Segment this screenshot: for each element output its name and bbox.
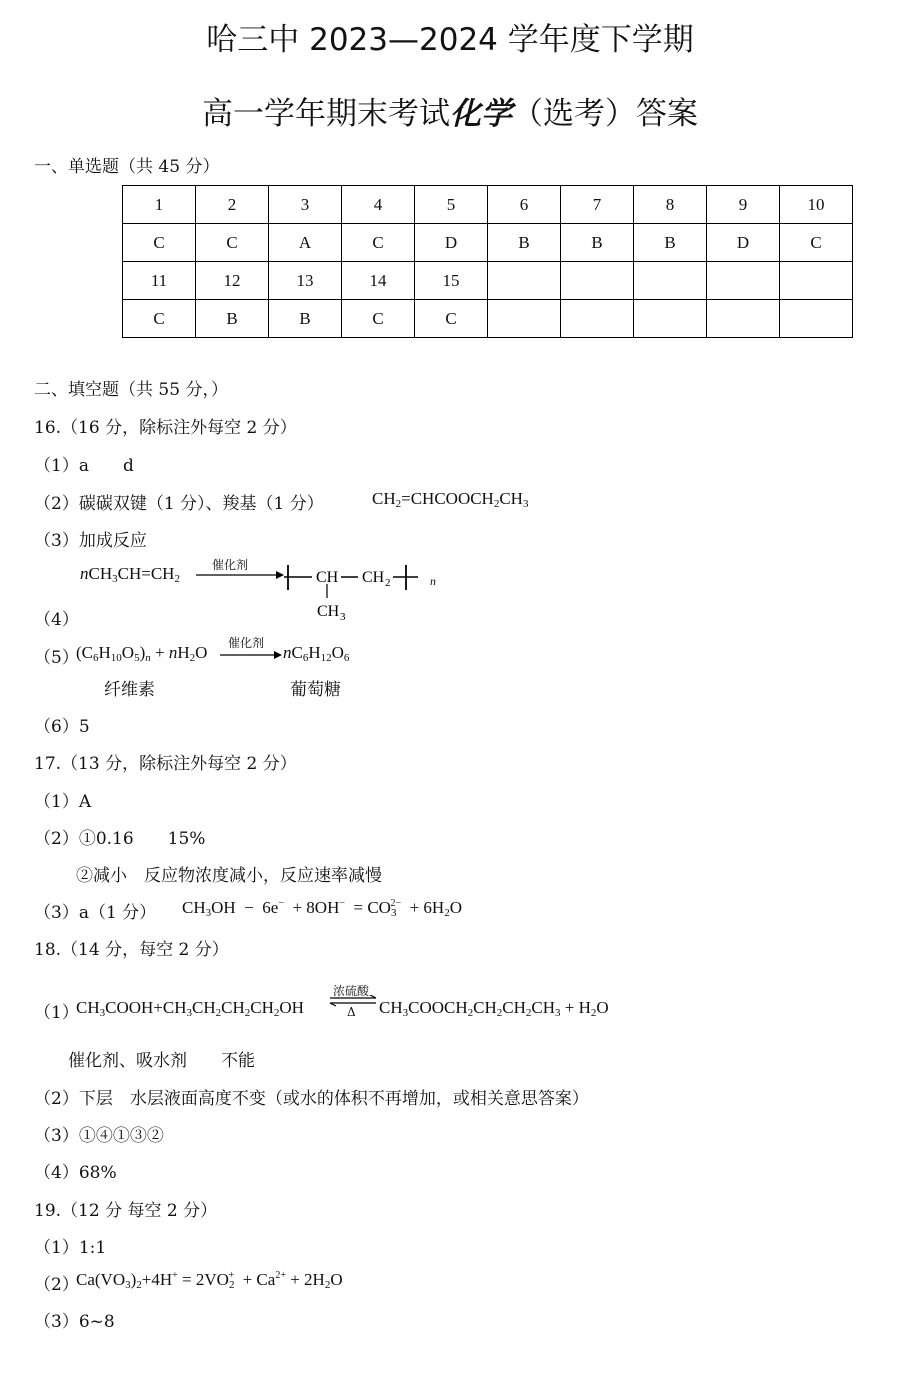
- section1-heading: 一、单选题（共 45 分）: [34, 157, 220, 177]
- acid-catalyst-label: 浓硫酸: [333, 984, 370, 998]
- subject-name: 化学: [450, 96, 512, 132]
- q17-a1: （1）A: [34, 792, 92, 812]
- table-cell: 10: [780, 186, 853, 224]
- table-cell: [707, 300, 780, 338]
- table-cell: 6: [488, 186, 561, 224]
- table-cell: C: [123, 224, 196, 262]
- svg-text:CH: CH: [316, 569, 339, 586]
- table-cell: A: [269, 224, 342, 262]
- q18-head: 18.（14 分，每空 2 分）: [34, 940, 229, 960]
- table-cell: 9: [707, 186, 780, 224]
- table-cell: B: [269, 300, 342, 338]
- table-cell: [488, 262, 561, 300]
- table-cell: 11: [123, 262, 196, 300]
- svg-text:CH: CH: [362, 569, 385, 586]
- table-cell: 1: [123, 186, 196, 224]
- table-cell: C: [342, 300, 415, 338]
- table-cell: C: [342, 224, 415, 262]
- esterification-left: $CH_3COOH+CH_3CH_2CH_2CH_2OH$: [76, 998, 304, 1019]
- q16-a1: （1）a d: [34, 456, 134, 476]
- table-cell: C: [415, 300, 488, 338]
- title-line-2: 高一学年期末考试化学（选考）答案: [202, 96, 698, 132]
- propene-formula: $nCH_3CH=CH_2$: [80, 564, 180, 585]
- table-cell: [488, 300, 561, 338]
- table-cell: B: [561, 224, 634, 262]
- polypropylene-structure: [282, 560, 422, 620]
- q19-a2-label: （2）: [34, 1275, 79, 1295]
- glucose-label: 葡萄糖: [290, 680, 341, 700]
- table-cell: 14: [342, 262, 415, 300]
- table-cell: 15: [415, 262, 488, 300]
- title-line-1: 哈三中 2023—2024 学年度下学期: [206, 22, 694, 58]
- table-cell: [634, 262, 707, 300]
- table-cell: B: [488, 224, 561, 262]
- cellulose-label: 纤维素: [104, 680, 155, 700]
- reaction-arrow-2: [220, 648, 286, 662]
- q17-head: 17.（13 分，除标注外每空 2 分）: [34, 754, 297, 774]
- catalyst-label-2: 催化剂: [228, 636, 265, 650]
- q16-a5-label: （5）: [34, 648, 79, 668]
- heat-symbol: Δ: [347, 1005, 356, 1019]
- table-cell: [780, 300, 853, 338]
- table-row: [123, 300, 853, 338]
- table-row: [123, 186, 853, 224]
- table-cell: 3: [269, 186, 342, 224]
- q19-a1: （1）1:1: [34, 1238, 107, 1258]
- table-row: [123, 224, 853, 262]
- table-cell: D: [707, 224, 780, 262]
- table-cell: [634, 300, 707, 338]
- electrode-equation: $CH_3OH - 6e^- + 8OH^- = CO_3^{2-} + 6H_2O$: [182, 898, 462, 919]
- table-cell: D: [415, 224, 488, 262]
- svg-text:3: 3: [340, 611, 346, 620]
- table-cell: 13: [269, 262, 342, 300]
- q16-a2-formula: $CH_2=CHCOOCH_2CH_3$: [372, 489, 529, 510]
- q19-head: 19.（12 分 每空 2 分）: [34, 1201, 218, 1221]
- answer-table: [122, 185, 853, 338]
- q18-a3: （3）①④①③②: [34, 1126, 164, 1146]
- table-cell: [561, 300, 634, 338]
- table-cell: B: [196, 300, 269, 338]
- q18-a1b: 催化剂、吸水剂 不能: [68, 1051, 255, 1071]
- table-cell: C: [780, 224, 853, 262]
- table-cell: [707, 262, 780, 300]
- reaction-arrow-1: [196, 568, 286, 582]
- q16-a6: （6）5: [34, 717, 90, 737]
- q17-a3-label: （3）a（1 分）: [34, 903, 157, 923]
- table-cell: 7: [561, 186, 634, 224]
- table-cell: B: [634, 224, 707, 262]
- table-cell: 4: [342, 186, 415, 224]
- q17-a2b: ②减小 反应物浓度减小，反应速率减慢: [76, 866, 382, 886]
- section2-heading: 二、填空题（共 55 分，）: [34, 380, 228, 400]
- table-cell: C: [123, 300, 196, 338]
- table-cell: [561, 262, 634, 300]
- table-cell: 8: [634, 186, 707, 224]
- q16-a2-label: （2）碳碳双键（1 分）、羧基（1 分）: [34, 494, 324, 514]
- q16-a4-label: （4）: [34, 610, 79, 630]
- cellulose-equation-left: $(C_6H_{10}O_5)_n + nH_2O$: [76, 643, 208, 664]
- table-cell: 5: [415, 186, 488, 224]
- svg-text:2: 2: [385, 577, 391, 589]
- catalyst-label-1: 催化剂: [212, 558, 249, 572]
- glucose-formula: $nC_6H_{12}O_6$: [283, 643, 350, 664]
- q16-a3: （3）加成反应: [34, 531, 147, 551]
- q19-a3: （3）6~8: [34, 1312, 115, 1332]
- q18-a2: （2）下层 水层液面高度不变（或水的体积不再增加，或相关意思答案）: [34, 1089, 589, 1109]
- table-cell: 12: [196, 262, 269, 300]
- polymer-n: n: [430, 574, 436, 588]
- table-cell: C: [196, 224, 269, 262]
- q18-a4: （4）68%: [34, 1163, 117, 1183]
- q18-a1-label: （1）: [34, 1003, 79, 1023]
- svg-text:CH: CH: [317, 603, 340, 620]
- q16-head: 16.（16 分，除标注外每空 2 分）: [34, 418, 297, 438]
- q17-a2: （2）①0.16 15%: [34, 829, 206, 849]
- table-cell: [780, 262, 853, 300]
- table-cell: 2: [196, 186, 269, 224]
- table-row: [123, 262, 853, 300]
- vanadium-equation: $Ca(VO_3)_2+4H^+ = 2VO_2^+ + Ca^{2+} + 2H_2O$: [76, 1270, 343, 1291]
- esterification-right: $CH_3COOCH_2CH_2CH_2CH_3 + H_2O$: [379, 998, 609, 1019]
